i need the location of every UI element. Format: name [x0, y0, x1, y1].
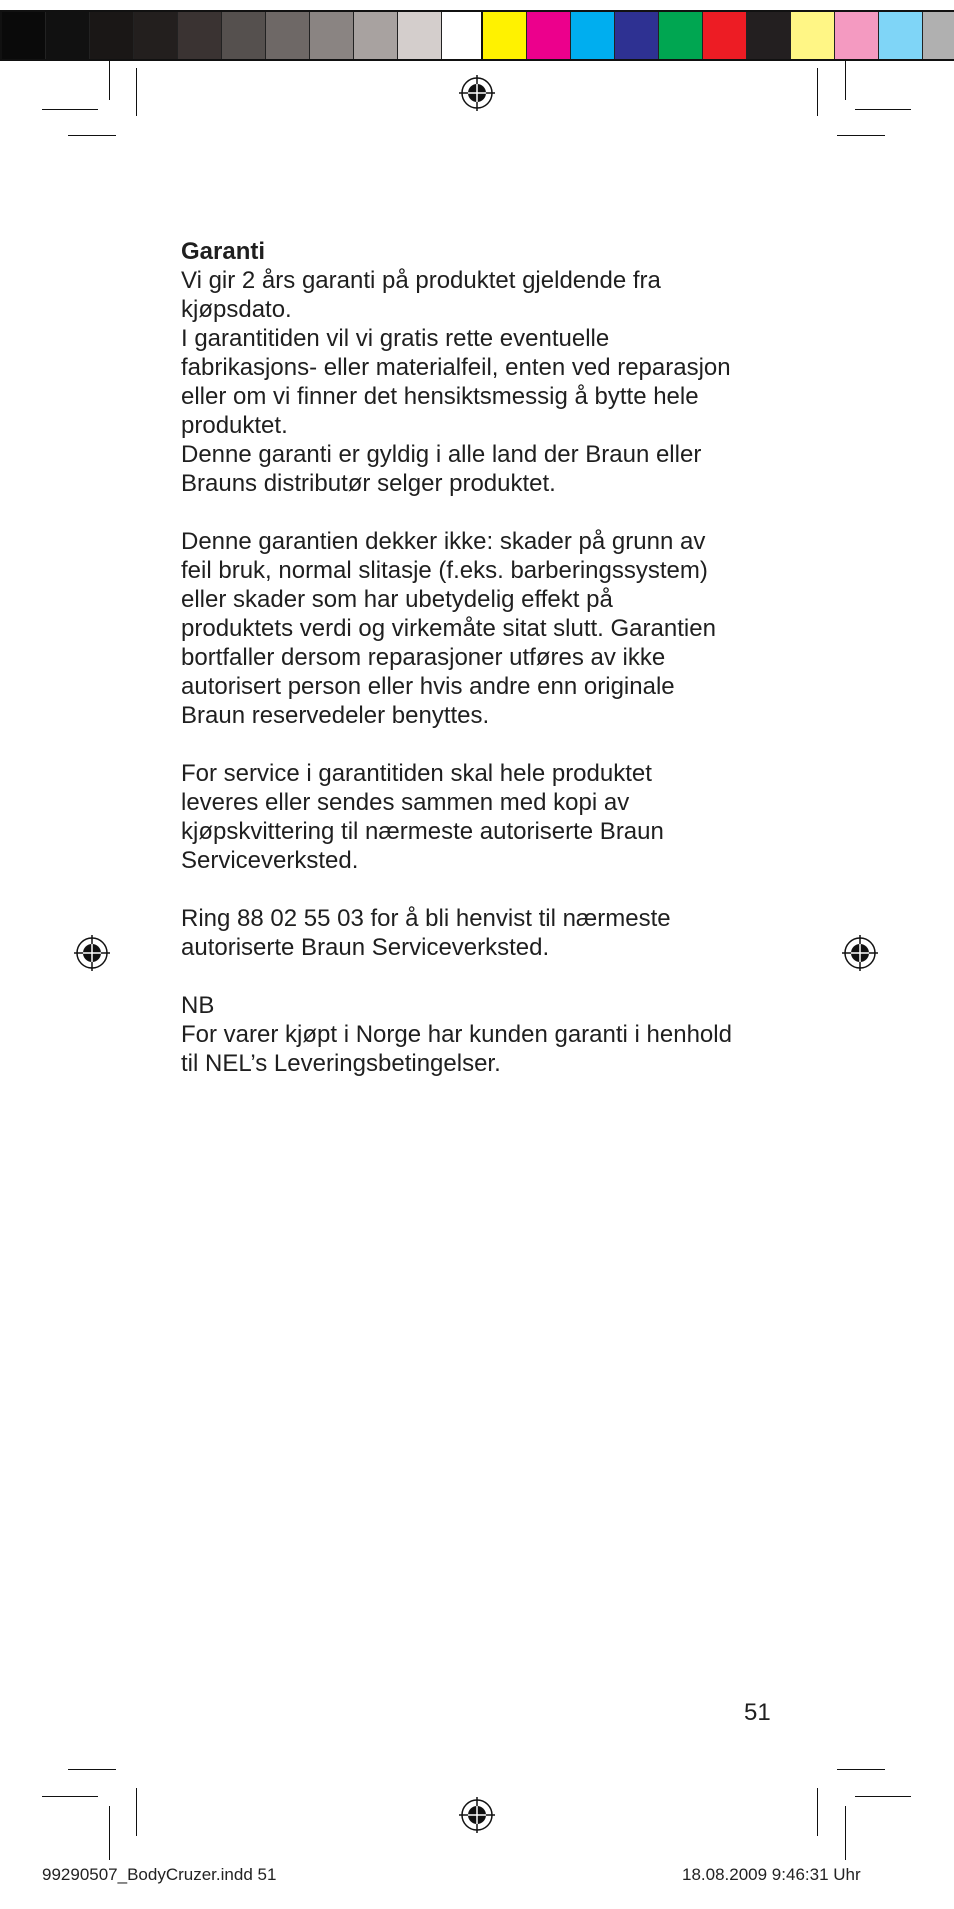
process-color-bar — [481, 10, 954, 61]
process-swatch — [571, 12, 615, 59]
process-swatch — [615, 12, 659, 59]
crop-mark-bottom-right-outer — [845, 1806, 846, 1860]
slug-timestamp: 18.08.2009 9:46:31 Uhr — [682, 1865, 861, 1884]
process-swatch — [879, 12, 923, 59]
crop-mark-top-left-outer — [109, 60, 110, 100]
process-swatch — [527, 12, 571, 59]
gray-swatch — [222, 12, 266, 59]
crop-mark-top-right-inner — [817, 68, 818, 116]
document-body — [181, 237, 791, 1107]
process-swatch — [923, 12, 954, 59]
process-swatch — [483, 12, 527, 59]
registration-mark-left-icon — [74, 935, 110, 971]
gray-swatch — [46, 12, 90, 59]
gray-swatch — [398, 12, 442, 59]
warranty-intro-paragraph — [181, 237, 791, 498]
registration-mark-bottom-icon — [459, 1797, 495, 1833]
crop-mark-top-right-horizontal-2 — [837, 135, 885, 136]
crop-mark-top-left-horizontal-2 — [68, 135, 116, 136]
page-number: 51 — [744, 1699, 771, 1726]
gray-swatch — [266, 12, 310, 59]
crop-mark-top-right-horizontal — [855, 109, 911, 110]
note-paragraph: NB For varer kjøpt i Norge har kunden garanti i henhold til NEL’s Leveringsbetingelser. — [181, 992, 732, 1077]
crop-mark-bottom-left-outer — [109, 1806, 110, 1860]
crop-mark-top-right-outer — [845, 60, 846, 100]
gray-swatch — [2, 12, 46, 59]
gray-swatch — [90, 12, 134, 59]
gray-swatch — [310, 12, 354, 59]
crop-mark-bottom-right-horizontal-2 — [837, 1769, 885, 1770]
process-swatch — [747, 12, 791, 59]
gray-swatch — [354, 12, 398, 59]
registration-mark-top-icon — [459, 75, 495, 111]
process-swatch — [791, 12, 835, 59]
crop-mark-top-left-horizontal — [42, 109, 98, 110]
gray-swatch — [178, 12, 222, 59]
gray-swatch — [134, 12, 178, 59]
crop-mark-bottom-right-inner — [817, 1788, 818, 1836]
process-swatch — [703, 12, 747, 59]
crop-mark-top-left-inner — [136, 68, 137, 116]
gray-swatch — [442, 12, 486, 59]
section-heading: Garanti — [181, 238, 266, 265]
warranty-exclusions-paragraph: Denne garantien dekker ikke: skader på grunn av feil bruk, normal slitasje (f.eks. barberingssystem) eller skader som har ubetydelig effekt på produktets verdi og virkemåte sitat slutt. Garantien bortfaller dersom reparasjoner utføres av ikke autorisert person eller hvis andre enn originale Braun reservedeler benyttes. — [181, 528, 716, 729]
crop-mark-bottom-right-horizontal — [855, 1796, 911, 1797]
warranty-service-paragraph: For service i garantitiden skal hele produktet leveres eller sendes sammen med kopi av kjøpskvittering til nærmeste autoriserte Braun Serviceverksted. — [181, 760, 664, 874]
crop-mark-bottom-left-horizontal — [42, 1796, 98, 1797]
process-swatch — [659, 12, 703, 59]
gray-color-bar — [0, 10, 488, 61]
crop-mark-bottom-left-horizontal-2 — [68, 1769, 116, 1770]
service-phone-paragraph: Ring 88 02 55 03 for å bli henvist til nærmeste autoriserte Braun Serviceverksted. — [181, 905, 671, 961]
paragraph-text: Vi gir 2 års garanti på produktet gjeldende fra kjøpsdato. I garantitiden vil vi gratis rette eventuelle fabrikasjons- eller materialfeil, enten ved reparasjon eller om vi finner det hensiktsmessig å bytte hele produktet. Denne garanti er gyldig i alle land der Braun eller Brauns distributør selger produktet. — [181, 267, 731, 497]
registration-mark-right-icon — [842, 935, 878, 971]
crop-mark-bottom-left-inner — [136, 1788, 137, 1836]
slug-file-name: 99290507_BodyCruzer.indd 51 — [42, 1865, 277, 1884]
process-swatch — [835, 12, 879, 59]
